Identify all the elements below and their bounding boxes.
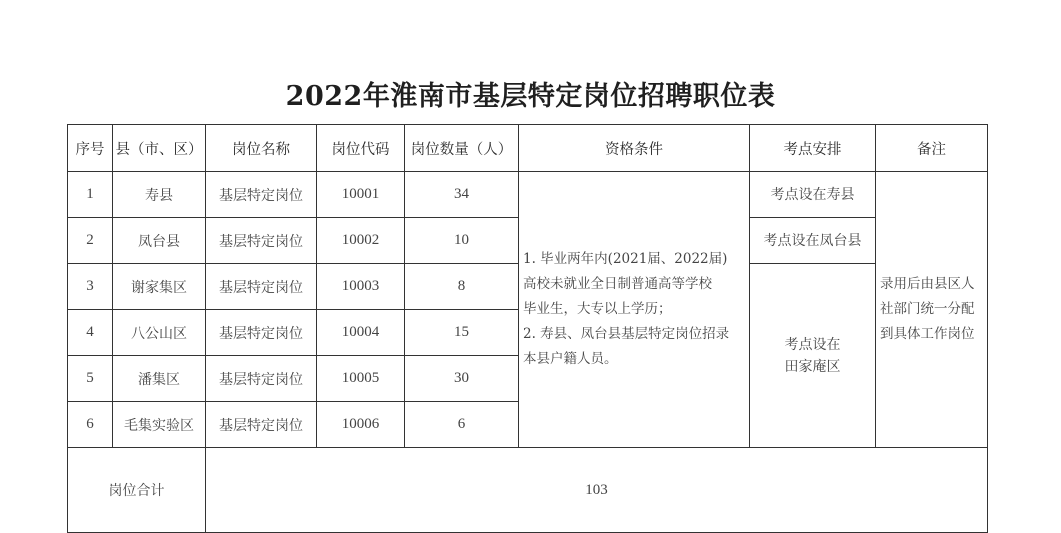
- row-post-name: 基层特定岗位: [206, 356, 317, 402]
- row-post-name: 基层特定岗位: [206, 402, 317, 448]
- total-row: [68, 448, 988, 533]
- qualification-line: 1. 毕业两年内(2021届、2022届): [523, 251, 728, 267]
- header-post-count: 岗位数量（人）: [405, 125, 519, 172]
- remarks-line: 到具体工作岗位: [880, 326, 975, 342]
- row-post-count: 15: [405, 310, 519, 356]
- row-county: 八公山区: [113, 310, 206, 356]
- job-positions-table: [67, 124, 988, 533]
- remarks-line: 社部门统一分配: [880, 301, 975, 317]
- qualification-line: 毕业生，大专以上学历；: [523, 301, 672, 317]
- row-post-count: 10: [405, 218, 519, 264]
- row-post-code: 10004: [317, 310, 405, 356]
- row-no: 5: [68, 356, 113, 402]
- exam-site-line: 田家庵区: [784, 358, 841, 375]
- header-exam-arrangement: 考点安排: [750, 125, 876, 172]
- row-post-count: 34: [405, 172, 519, 218]
- row-no: 3: [68, 264, 113, 310]
- row-no: 4: [68, 310, 113, 356]
- row-county: 潘集区: [113, 356, 206, 402]
- remarks-cell: [876, 172, 988, 448]
- header-remarks: 备注: [876, 125, 988, 172]
- header-county: 县（市、区）: [113, 125, 206, 172]
- header-qualification: 资格条件: [519, 125, 750, 172]
- row-county: 谢家集区: [113, 264, 206, 310]
- qualification-line: 2. 寿县、凤台县基层特定岗位招录: [523, 326, 730, 342]
- row-post-code: 10006: [317, 402, 405, 448]
- row-post-name: 基层特定岗位: [206, 310, 317, 356]
- row-post-name: 基层特定岗位: [206, 264, 317, 310]
- document-title: 2022年淮南市基层特定岗位招聘职位表: [285, 81, 776, 112]
- exam-site-shouxian: 考点设在寿县: [750, 172, 876, 218]
- row-post-code: 10002: [317, 218, 405, 264]
- row-no: 1: [68, 172, 113, 218]
- header-post-code: 岗位代码: [317, 125, 405, 172]
- row-post-name: 基层特定岗位: [206, 172, 317, 218]
- exam-site-line: 考点设在: [784, 336, 841, 353]
- row-post-code: 10005: [317, 356, 405, 402]
- row-post-code: 10003: [317, 264, 405, 310]
- qualification-cell: [519, 172, 750, 448]
- row-county: 寿县: [113, 172, 206, 218]
- qualification-line: 本县户籍人员。: [523, 351, 618, 367]
- exam-site-fengtai: 考点设在凤台县: [750, 218, 876, 264]
- total-label: 岗位合计: [68, 448, 206, 533]
- row-no: 2: [68, 218, 113, 264]
- row-post-count: 6: [405, 402, 519, 448]
- row-post-count: 8: [405, 264, 519, 310]
- qualification-line: 高校未就业全日制普通高等学校: [523, 276, 712, 292]
- exam-site-tianjiaan: [750, 264, 876, 448]
- header-no: 序号: [68, 125, 113, 172]
- row-no: 6: [68, 402, 113, 448]
- row-county: 毛集实验区: [113, 402, 206, 448]
- row-post-count: 30: [405, 356, 519, 402]
- total-value: 103: [206, 448, 988, 533]
- remarks-line: 录用后由县区人: [880, 276, 975, 292]
- row-post-code: 10001: [317, 172, 405, 218]
- table-header-row: [68, 125, 988, 172]
- table-row: [68, 172, 988, 218]
- row-county: 凤台县: [113, 218, 206, 264]
- row-post-name: 基层特定岗位: [206, 218, 317, 264]
- header-post-name: 岗位名称: [206, 125, 317, 172]
